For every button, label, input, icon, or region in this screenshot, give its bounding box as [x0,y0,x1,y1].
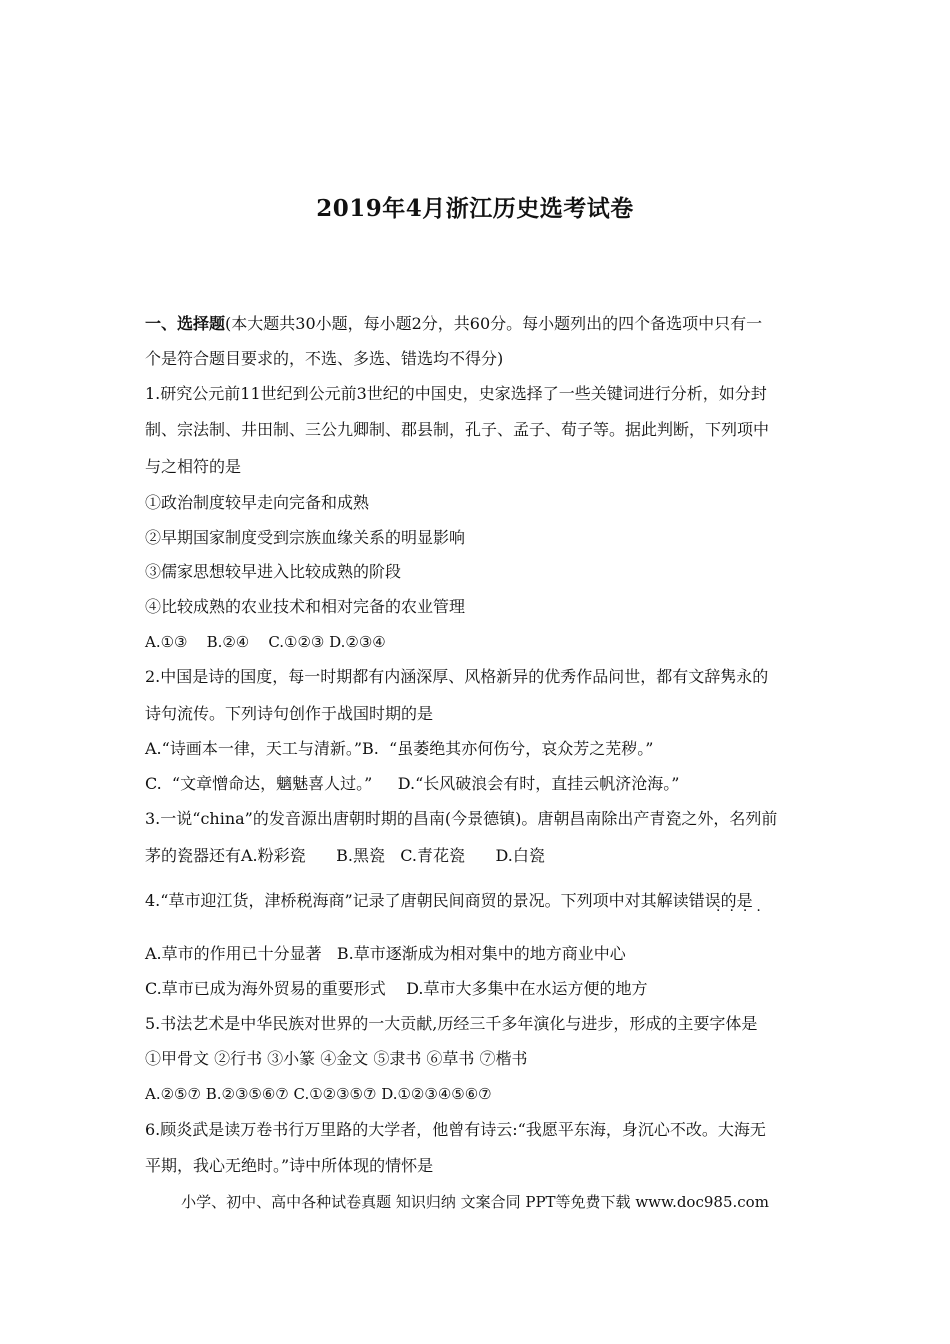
section-heading: 一、选择题 [145,314,226,333]
section-intro-text: (本大题共30小题，每小题2分，共60分。每小题列出的四个备选项中只有一 [225,314,763,333]
q4-options-cd: C.草市已成为海外贸易的重要形式 D.草市大多集中在水运方便的地方 [145,979,648,998]
section-intro-line-2: 个是符合题目要求的，不选、多选、错选均不得分) [145,349,504,368]
q5-items: ①甲骨文 ②行书 ③小篆 ④金文 ⑤隶书 ⑥草书 ⑦楷书 [145,1049,528,1068]
q1-line-2: 制、宗法制、井田制、三公九卿制、郡县制，孔子、孟子、荀子等。据此判断，下列项中 [145,420,770,439]
q4-line-1: 4.“草市迎江货，津桥税海商”记录了唐朝民间商贸的景况。下列项中对其解读错误的是 [145,891,753,910]
q1-line-3: 与之相符的是 [145,457,242,476]
q6-line-1: 6.顾炎武是读万卷书行万里路的大学者，他曾有诗云:“我愿平东海，身沉心不改。大海无 [145,1120,766,1139]
q5-options: A.②⑤⑦ B.②③⑤⑥⑦ C.①②③⑤⑦ D.①②③④⑤⑥⑦ [145,1085,492,1103]
q3-line-2: 茅的瓷器还有A.粉彩瓷 B.黑瓷 C.青花瓷 D.白瓷 [145,846,545,865]
footer-note: 小学、初中、高中各种试卷真题 知识归纳 文案合同 PPT等免费下载 www.doc985.com [181,1193,769,1211]
q1-item-4: ④比较成熟的农业技术和相对完备的农业管理 [145,597,466,616]
q2-line-2: 诗句流传。下列诗句创作于战国时期的是 [145,704,434,723]
section-intro-line-1 [145,314,815,334]
q1-item-3: ③儒家思想较早进入比较成熟的阶段 [145,562,402,581]
q3-line-1: 3.一说“china”的发音源出唐朝时期的昌南(今景德镇)。唐朝昌南除出产青瓷之外，名列前 [145,809,778,828]
q1-line-1: 1.研究公元前11世纪到公元前3世纪的中国史，史家选择了一些关键词进行分析，如分封 [145,384,767,403]
q4-emphasis-dots: ···· [716,903,770,919]
q4-options-ab: A.草市的作用已十分显著 B.草市逐渐成为相对集中的地方商业中心 [145,944,626,963]
q2-line-1: 2.中国是诗的国度，每一时期都有内涵深厚、风格新异的优秀作品问世，都有文辞隽永的 [145,667,769,686]
q1-options: A.①③ B.②④ C.①②③ D.②③④ [145,633,386,651]
q2-options-cd: C. “文章憎命达，魑魅喜人过。” D.“长风破浪会有时，直挂云帆济沧海。” [145,774,680,793]
q1-item-2: ②早期国家制度受到宗族血缘关系的明显影响 [145,528,466,547]
q6-line-2: 平期，我心无绝时。”诗中所体现的情怀是 [145,1156,434,1175]
q1-item-1: ①政治制度较早走向完备和成熟 [145,493,370,512]
q5-line-1: 5.书法艺术是中华民族对世界的一大贡献,历经三千多年演化与进步，形成的主要字体是 [145,1014,758,1033]
page-title: 2019年4月浙江历史选考试卷 [316,195,634,222]
q2-options-ab: A.“诗画本一律，天工与清新。”B. “虽萎绝其亦何伤兮，哀众芳之芜秽。” [145,739,654,758]
